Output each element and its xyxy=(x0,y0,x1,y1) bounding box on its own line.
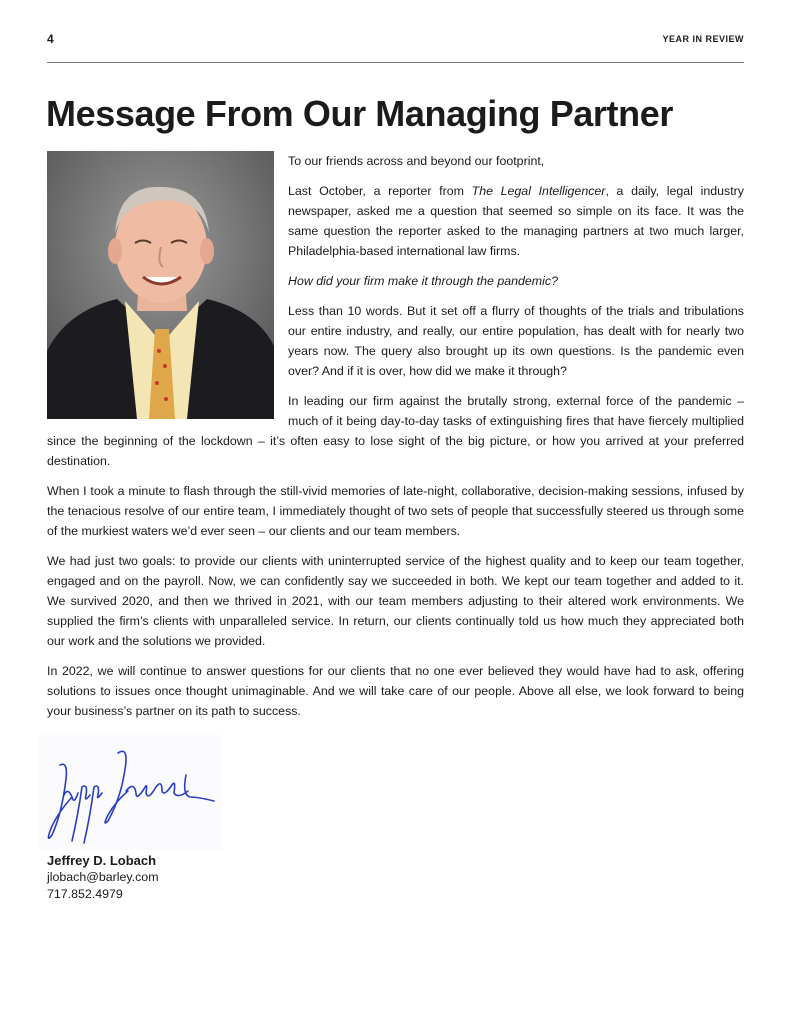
paragraph-leadership: In leading our firm against the brutally strong, external force of the pandemic – much of it being day-to-day tasks of extinguishing fires that have fiercely multiplied since the beginning of the lockdown – it’s often easy to lose sight of the big picture, or how you arrived at your preferred destination. xyxy=(47,394,744,468)
publication-name: The Legal Intelligencer xyxy=(471,184,606,198)
signature-drawing xyxy=(38,735,223,850)
paragraph-memories: When I took a minute to flash through the still-vivid memories of late-night, collaborative, decision-making sessions, infused by the tenacious resolve of our entire team, I immediately thought of two sets of people that successfully steered us through some of the murkiest waters we’d ever seen – our clients and our team members. xyxy=(47,484,744,538)
running-head: YEAR IN REVIEW xyxy=(662,34,744,44)
signer-name: Jeffrey D. Lobach xyxy=(47,853,157,868)
letter-body xyxy=(47,151,744,731)
portrait-illustration xyxy=(47,151,274,419)
paragraph-reflection: Less than 10 words. But it set off a flurry of thoughts of the trials and tribulations our entire industry, and really, our entire population, has dealt with for nearly two years now. The query also brought up its own questions. Is the pandemic even over? And if it is over, how did we make it through? xyxy=(288,304,744,378)
signer-phone: 717.852.4979 xyxy=(47,887,123,901)
paragraph-outlook: In 2022, we will continue to answer questions for our clients that no one ever believed they would have had to ask, offering solutions to issues once thought unimaginable. And we will take care of our people. Above all else, we look forward to being your business’s partner on its path to success. xyxy=(47,664,744,718)
paragraph-goals: We had just two goals: to provide our clients with uninterrupted service of the highest quality and to keep our team together, engaged and on the payroll. Now, we can confidently say we succeeded in both. We kept our team together and added to it. We survived 2020, and then we thrived in 2021, with our team members adjusting to their altered work environments. We supplied the firm’s clients with unparalleled service. In return, our clients continually told us how much they appreciated both our work and the solutions we provided. xyxy=(47,554,744,648)
paragraph-reporter-text-2: , a daily, legal industry newspaper, asked me a question that seemed so simple on its face. It was the same question the reporter asked to the managing partners at two much larger, Philadelphia-based international law firms. xyxy=(288,184,744,258)
paragraph-reporter-text-1: Last October, a reporter from xyxy=(288,184,472,198)
page-header xyxy=(47,32,744,48)
partner-portrait xyxy=(47,151,274,419)
header-divider xyxy=(47,62,744,63)
signer-email: jlobach@barley.com xyxy=(47,870,159,884)
reporter-question-text: How did your firm make it through the pandemic? xyxy=(288,274,558,288)
page-title: Message From Our Managing Partner xyxy=(46,93,673,134)
handwritten-signature xyxy=(38,735,223,850)
signature-block xyxy=(47,852,159,903)
salutation: To our friends across and beyond our footprint, xyxy=(288,154,545,168)
page-number: 4 xyxy=(47,32,54,46)
